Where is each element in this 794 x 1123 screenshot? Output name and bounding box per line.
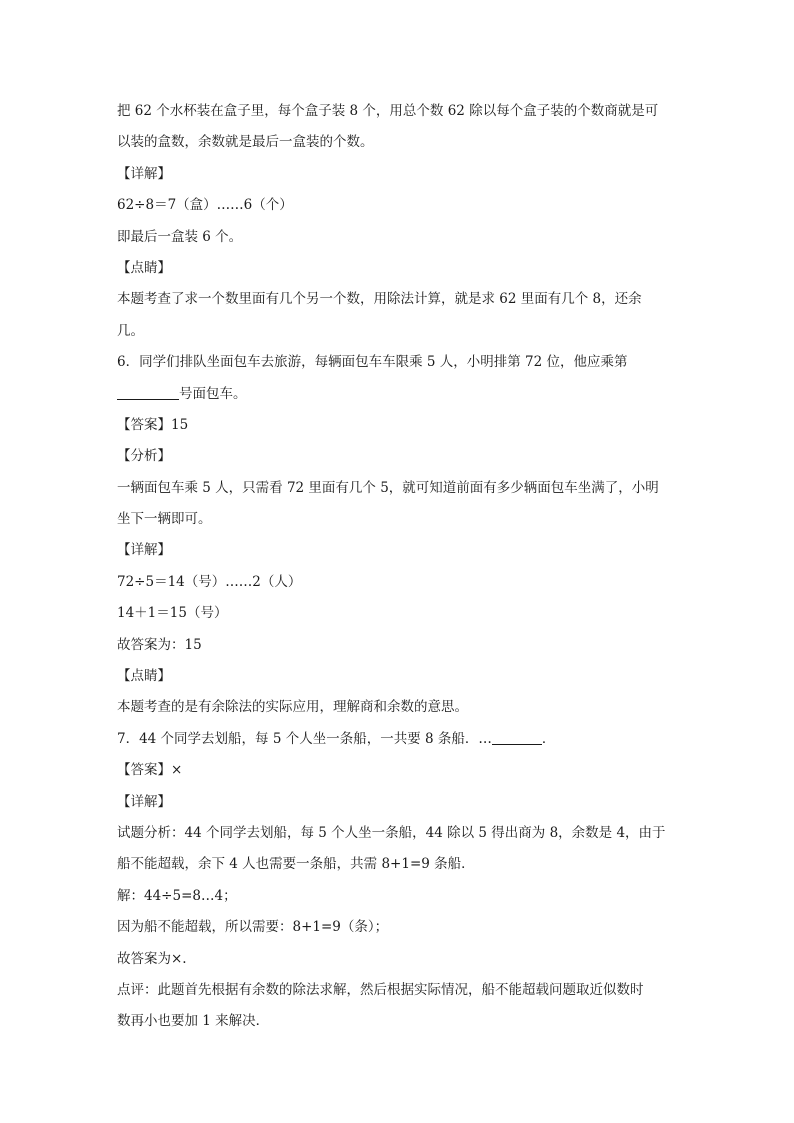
q6-detail-line-2: 14＋1＝15（号）	[117, 605, 228, 622]
q6-answer-blank	[117, 385, 179, 400]
q6-detail-header: 【详解】	[117, 542, 171, 559]
q6-analysis-line-2: 坐下一辆即可。	[117, 511, 212, 528]
q6-question-line-1: 6．同学们排队坐面包车去旅游，每辆面包车车限乘 5 人，小明排第 72 位，他应乘第	[117, 354, 628, 371]
q5-comment-line-1: 本题考查了求一个数里面有几个另一个数，用除法计算，就是求 62 里面有几个 8，还余	[117, 291, 642, 308]
q7-detail-line-2: 船不能超载，余下 4 人也需要一条船，共需 8+1=9 条船．	[117, 856, 475, 873]
q7-detail-line-4: 因为船不能超载，所以需要：8+1=9（条）；	[117, 919, 389, 936]
q7-answer-blank	[492, 730, 542, 745]
q7-detail-line-5: 故答案为×.	[117, 950, 187, 967]
q5-detail-header: 【详解】	[117, 165, 171, 182]
document-body	[117, 96, 677, 1038]
q5-comment-line-2: 几。	[117, 322, 144, 339]
q5-comment-header: 【点睛】	[117, 259, 171, 276]
q6-analysis-line-1: 一辆面包车乘 5 人，只需看 72 里面有几个 5，就可知道前面有多少辆面包车坐满了，小明	[117, 479, 659, 496]
q7-detail-header: 【详解】	[117, 793, 171, 810]
q6-answer: 【答案】15	[117, 416, 189, 433]
q5-analysis-line-2: 以装的盒数，余数就是最后一盒装的个数。	[117, 134, 374, 151]
q6-detail-line-3: 故答案为：15	[117, 636, 202, 653]
q7-question-head: 7．44 个同学去划船，每 5 个人坐一条船，一共要 8 条船．…	[117, 730, 492, 747]
q7-detail-line-7: 数再小也要加 1 来解决．	[117, 1013, 270, 1030]
q6-question-line-2	[117, 379, 677, 410]
q6-detail-line-1: 72÷5＝14（号）……2（人）	[117, 573, 302, 590]
q5-detail-line-2: 即最后一盒装 6 个。	[117, 228, 243, 245]
q7-detail-line-1: 试题分析：44 个同学去划船，每 5 个人坐一条船，44 除以 5 得出商为 8，余数是 4，由于	[117, 824, 666, 841]
q7-question-tail: ．	[541, 730, 556, 747]
q6-comment-header: 【点睛】	[117, 668, 171, 685]
q5-analysis-line-1: 把 62 个水杯装在盒子里，每个盒子装 8 个，用总个数 62 除以每个盒子装的个数商就是可	[117, 103, 659, 119]
q7-detail-line-6: 点评：此题首先根据有余数的除法求解，然后根据实际情况，船不能超载问题取近似数时	[117, 981, 644, 998]
q6-question-tail: 号面包车。	[179, 385, 247, 402]
q7-question	[117, 724, 677, 755]
q7-answer: 【答案】×	[117, 762, 183, 779]
q7-detail-line-3: 解：44÷5=8…4；	[117, 887, 237, 904]
q6-analysis-header: 【分析】	[117, 448, 171, 465]
q6-comment: 本题考查的是有余除法的实际应用，理解商和余数的意思。	[117, 699, 468, 716]
q5-detail-line-1: 62÷8＝7（盒）……6（个）	[117, 197, 293, 214]
